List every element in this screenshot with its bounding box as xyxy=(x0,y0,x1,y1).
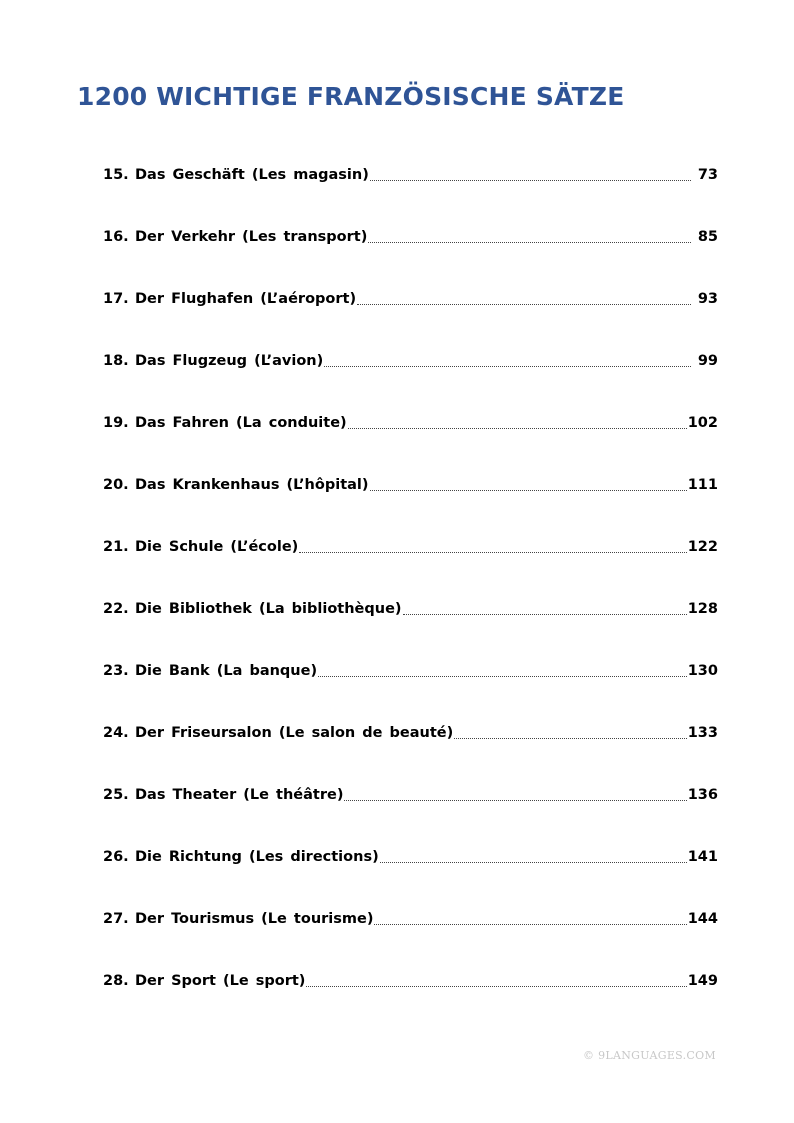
toc-entry-page: 128 xyxy=(687,601,718,617)
toc-entry-page: 136 xyxy=(687,787,718,803)
toc-entry-page: 99 xyxy=(697,353,718,369)
toc-entry-number: 17. xyxy=(103,291,129,307)
page-title: 1200 WICHTIGE FRANZÖSISCHE SÄTZE xyxy=(77,82,625,111)
toc-entry-number: 25. xyxy=(103,787,129,803)
toc-entry[interactable] xyxy=(103,659,718,681)
toc-entry[interactable] xyxy=(103,411,718,433)
toc-entry-page: 73 xyxy=(697,167,718,183)
toc-entry[interactable] xyxy=(103,163,718,185)
toc-entry-page: 149 xyxy=(687,973,718,989)
toc-entry[interactable] xyxy=(103,287,718,309)
toc-entry-title: Das Fahren (La conduite) xyxy=(135,415,347,431)
toc-entry-page: 144 xyxy=(687,911,718,927)
toc-dot-leader xyxy=(357,303,691,305)
toc-dot-leader xyxy=(454,737,686,739)
toc-dot-leader xyxy=(324,365,691,367)
toc-dot-leader xyxy=(344,799,686,801)
toc-entry-title: Der Tourismus (Le tourisme) xyxy=(135,911,374,927)
toc-entry-title: Die Bank (La banque) xyxy=(135,663,318,679)
toc-entry-page: 93 xyxy=(697,291,718,307)
toc-entry-page: 102 xyxy=(687,415,718,431)
toc-entry-title: Der Sport (Le sport) xyxy=(135,973,306,989)
toc-entry-number: 24. xyxy=(103,725,129,741)
toc-entry-number: 22. xyxy=(103,601,129,617)
toc-entry-number: 27. xyxy=(103,911,129,927)
toc-dot-leader xyxy=(403,613,687,615)
toc-entry[interactable] xyxy=(103,597,718,619)
toc-entry-page: 111 xyxy=(687,477,718,493)
toc-dot-leader xyxy=(299,551,686,553)
toc-entry[interactable] xyxy=(103,349,718,371)
toc-entry-page: 122 xyxy=(687,539,718,555)
toc-entry-title: Die Bibliothek (La bibliothèque) xyxy=(135,601,402,617)
toc-entry[interactable] xyxy=(103,535,718,557)
toc-entry[interactable] xyxy=(103,225,718,247)
toc-entry-number: 26. xyxy=(103,849,129,865)
toc-entry-title: Die Schule (L’école) xyxy=(135,539,299,555)
toc-entry-number: 15. xyxy=(103,167,129,183)
toc-entry[interactable] xyxy=(103,783,718,805)
toc-entry-number: 21. xyxy=(103,539,129,555)
toc-dot-leader xyxy=(318,675,687,677)
toc-dot-leader xyxy=(374,923,686,925)
toc-entry-title: Der Verkehr (Les transport) xyxy=(135,229,368,245)
toc-dot-leader xyxy=(370,489,687,491)
toc-entry[interactable] xyxy=(103,907,718,929)
toc-entry-page: 133 xyxy=(687,725,718,741)
toc-entry-title: Das Geschäft (Les magasin) xyxy=(135,167,369,183)
toc-entry[interactable] xyxy=(103,721,718,743)
toc-entry-title: Das Krankenhaus (L’hôpital) xyxy=(135,477,369,493)
toc-dot-leader xyxy=(368,241,691,243)
toc-entry-page: 141 xyxy=(687,849,718,865)
toc-dot-leader xyxy=(348,427,687,429)
toc-entry-number: 23. xyxy=(103,663,129,679)
toc-entry-page: 130 xyxy=(687,663,718,679)
toc-entry[interactable] xyxy=(103,845,718,867)
toc-entry-title: Das Flugzeug (L’avion) xyxy=(135,353,324,369)
toc-entry-number: 20. xyxy=(103,477,129,493)
toc-entry-title: Das Theater (Le théâtre) xyxy=(135,787,344,803)
watermark: © 9LANGUAGES.COM xyxy=(583,1049,716,1062)
toc-entry-title: Der Friseursalon (Le salon de beauté) xyxy=(135,725,454,741)
toc-entry-title: Der Flughafen (L’aéroport) xyxy=(135,291,357,307)
toc-dot-leader xyxy=(370,179,691,181)
toc-entry-title: Die Richtung (Les directions) xyxy=(135,849,379,865)
toc-entry-page: 85 xyxy=(697,229,718,245)
toc-entry-number: 18. xyxy=(103,353,129,369)
toc-entry[interactable] xyxy=(103,969,718,991)
toc-entry-number: 16. xyxy=(103,229,129,245)
toc-dot-leader xyxy=(306,985,686,987)
toc-entry-number: 19. xyxy=(103,415,129,431)
toc-entry[interactable] xyxy=(103,473,718,495)
toc-dot-leader xyxy=(380,861,687,863)
toc-entry-number: 28. xyxy=(103,973,129,989)
